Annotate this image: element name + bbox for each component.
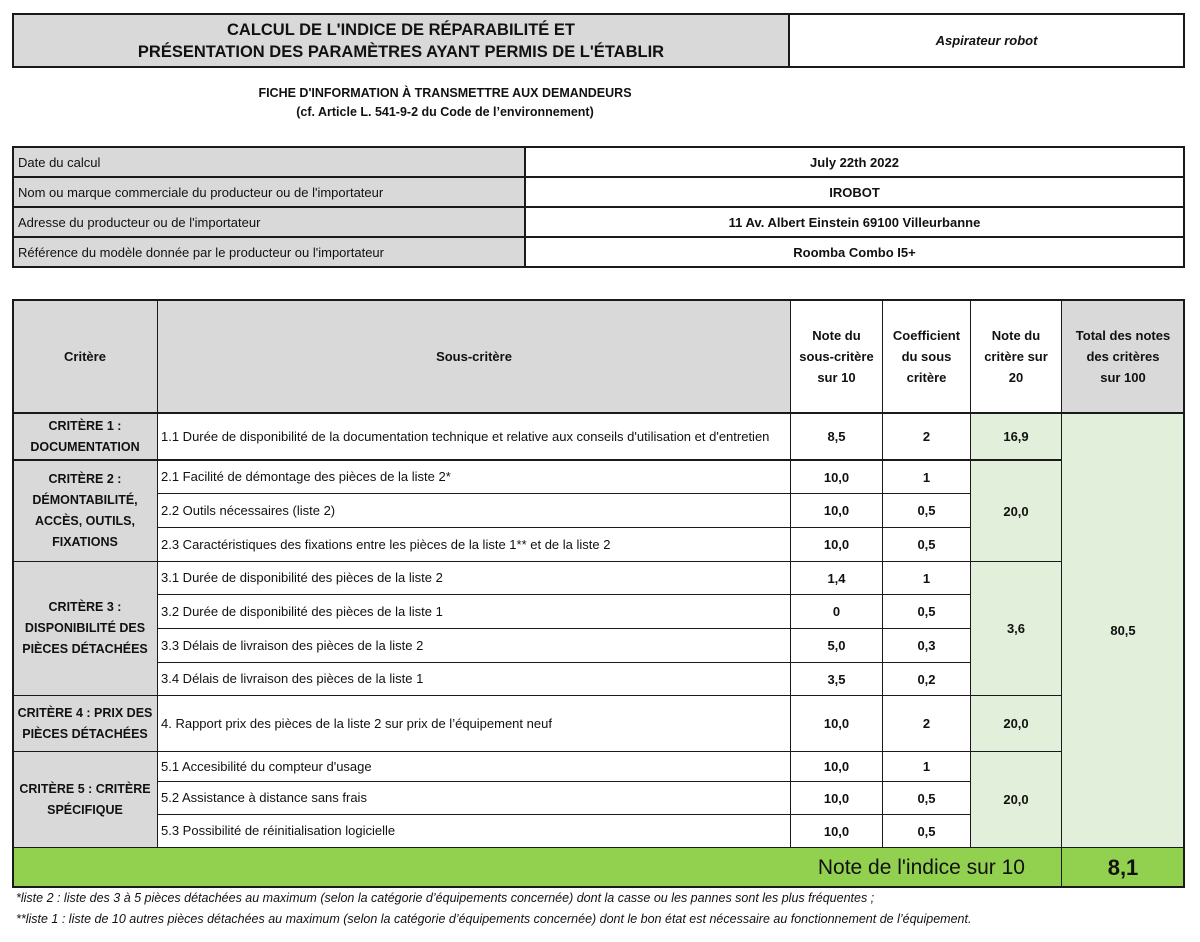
criterion-4-score: 20,0 (970, 695, 1062, 752)
sub-criterion-4: 4. Rapport prix des pièces de la liste 2 sur prix de l’équipement neuf (157, 695, 791, 752)
title-line-2: PRÉSENTATION DES PARAMÈTRES AYANT PERMIS DE L'ÉTABLIR (137, 42, 665, 61)
sub-note: 10,0 (790, 527, 883, 562)
sub-coef: 0,5 (882, 781, 971, 815)
info-row-model (13, 237, 1184, 267)
sub-note: 0 (790, 594, 883, 629)
header-critere: Critère (12, 299, 158, 413)
footnote-list-2: *liste 2 : liste des 3 à 5 pièces détachées au maximum (selon la catégorie d’équipements concernée) dont la casse ou les pannes sont les plus fréquentes ; (16, 891, 875, 905)
sub-coef: 0,2 (882, 662, 971, 696)
document-title (12, 13, 790, 68)
sub-note: 10,0 (790, 493, 883, 528)
sub-criterion-5-3: 5.3 Possibilité de réinitialisation logicielle (157, 814, 791, 848)
sub-coef: 0,3 (882, 628, 971, 663)
info-value: July 22th 2022 (525, 147, 1184, 177)
sub-note: 10,0 (790, 751, 883, 782)
sub-note: 10,0 (790, 814, 883, 848)
final-score-value: 8,1 (1061, 847, 1185, 888)
sub-criterion-2-2: 2.2 Outils nécessaires (liste 2) (157, 493, 791, 528)
criterion-2-name: CRITÈRE 2 : DÉMONTABILITÉ, ACCÈS, OUTILS, FIXATIONS (12, 460, 158, 562)
criterion-2-score: 20,0 (970, 460, 1062, 562)
sub-coef: 2 (882, 695, 971, 752)
sub-note: 5,0 (790, 628, 883, 663)
sub-coef: 0,5 (882, 527, 971, 562)
fiche-line-1: FICHE D'INFORMATION À TRANSMETTRE AUX DEMANDEURS (258, 86, 632, 100)
sub-coef: 1 (882, 561, 971, 595)
info-label: Référence du modèle donnée par le producteur ou l'importateur (13, 237, 525, 267)
sub-note: 10,0 (790, 695, 883, 752)
criteria-table (12, 299, 1185, 888)
sub-coef: 0,5 (882, 594, 971, 629)
info-value: 11 Av. Albert Einstein 69100 Villeurbanne (525, 207, 1184, 237)
header-note-sous-critere: Note du sous-critère sur 10 (790, 299, 883, 413)
sub-note: 1,4 (790, 561, 883, 595)
sub-coef: 1 (882, 751, 971, 782)
sub-note: 10,0 (790, 460, 883, 494)
sub-criterion-3-2: 3.2 Durée de disponibilité des pièces de la liste 1 (157, 594, 791, 629)
sub-criterion-5-1: 5.1 Accesibilité du compteur d'usage (157, 751, 791, 782)
sub-coef: 1 (882, 460, 971, 494)
info-label: Date du calcul (13, 147, 525, 177)
sub-criterion-3-1: 3.1 Durée de disponibilité des pièces de la liste 2 (157, 561, 791, 595)
sub-criterion-3-4: 3.4 Délais de livraison des pièces de la liste 1 (157, 662, 791, 696)
sub-criterion-3-3: 3.3 Délais de livraison des pièces de la liste 2 (157, 628, 791, 663)
header-total: Total des notes des critères sur 100 (1061, 299, 1185, 413)
criterion-1-name: CRITÈRE 1 : DOCUMENTATION (12, 413, 158, 460)
sub-note: 3,5 (790, 662, 883, 696)
criterion-3-score: 3,6 (970, 561, 1062, 696)
fiche-subtitle (160, 84, 730, 122)
info-row-address (13, 207, 1184, 237)
sub-coef: 2 (882, 413, 971, 460)
info-value: Roomba Combo I5+ (525, 237, 1184, 267)
sub-note: 8,5 (790, 413, 883, 460)
header-sous-critere: Sous-critère (157, 299, 791, 413)
info-row-date (13, 147, 1184, 177)
criterion-5-name: CRITÈRE 5 : CRITÈRE SPÉCIFIQUE (12, 751, 158, 848)
footnote-list-1: **liste 1 : liste de 10 autres pièces détachées au maximum (selon la catégorie d’équipements concernée) dont le bon état est nécessaire au fonctionnement de l’équipement. (16, 912, 972, 926)
header-note-critere: Note du critère sur 20 (970, 299, 1062, 413)
info-table (12, 146, 1185, 268)
criterion-3-name: CRITÈRE 3 : DISPONIBILITÉ DES PIÈCES DÉTACHÉES (12, 561, 158, 696)
info-value: IROBOT (525, 177, 1184, 207)
sub-coef: 0,5 (882, 493, 971, 528)
header-coefficient: Coefficient du sous critère (882, 299, 971, 413)
criterion-1-score: 16,9 (970, 413, 1062, 460)
sub-criterion-2-1: 2.1 Facilité de démontage des pièces de la liste 2* (157, 460, 791, 494)
final-score-label: Note de l'indice sur 10 (12, 847, 1062, 888)
sub-criterion-1-1: 1.1 Durée de disponibilité de la documentation technique et relative aux conseils d'utilisation et d'entretien (157, 413, 791, 460)
fiche-line-2: (cf. Article L. 541-9-2 du Code de l’environnement) (296, 105, 594, 119)
title-line-1: CALCUL DE L'INDICE DE RÉPARABILITÉ ET (226, 20, 575, 39)
info-row-brand (13, 177, 1184, 207)
sub-criterion-5-2: 5.2 Assistance à distance sans frais (157, 781, 791, 815)
product-type: Aspirateur robot (788, 13, 1185, 68)
info-label: Adresse du producteur ou de l'importateur (13, 207, 525, 237)
info-label: Nom ou marque commerciale du producteur ou de l'importateur (13, 177, 525, 207)
criterion-5-score: 20,0 (970, 751, 1062, 848)
criterion-4-name: CRITÈRE 4 : PRIX DES PIÈCES DÉTACHÉES (12, 695, 158, 752)
total-score: 80,5 (1061, 413, 1185, 848)
sub-criterion-2-3: 2.3 Caractéristiques des fixations entre les pièces de la liste 1** et de la liste 2 (157, 527, 791, 562)
sub-note: 10,0 (790, 781, 883, 815)
sub-coef: 0,5 (882, 814, 971, 848)
